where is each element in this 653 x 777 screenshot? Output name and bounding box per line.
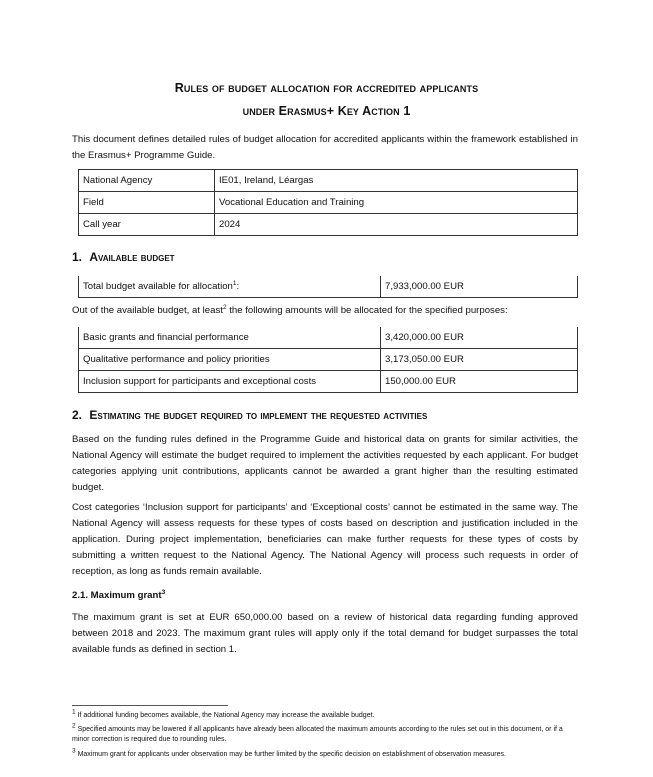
allocation-label: Qualitative performance and policy priorities (79, 349, 381, 371)
footnote-ref[interactable]: 3 (161, 588, 166, 596)
footnote: $^3$ Maximum grant for applicants under observation may be further limited by the specific decision on establishment of observation measures. (72, 747, 506, 758)
estimate-paragraph-1: Based on the funding rules defined in the Programme Guide and historical data on grants for similar activities, the National Agency will estimate the budget required to implement the activities requested by each applicant. For budget categories applying unit contributions, applicants cannot be awarded a grant higher than the resulting estimated budget. (72, 434, 578, 493)
estimate-paragraph-2: Cost categories ‘Inclusion support for participants’ and ‘Exceptional costs’ cannot be estimated in the same way. The National Agency will assess requests for these types of costs based on description and justification included in the application. During project implementation, beneficiaries can make further requests for these types of costs by submitting a written request to the National Agency. The National Agency will process such requests in order of reception, as long as funds remain available. (72, 502, 578, 577)
allocation-value: 150,000.00 EUR (381, 371, 578, 393)
total-budget-table (78, 276, 578, 298)
section-1-heading (72, 250, 175, 264)
footnote-divider (72, 705, 228, 706)
footnote-ref[interactable]: 1 (232, 279, 237, 287)
footnote: $^2$ Specified amounts may be lowered if all applicants have already been allocated the maximum amounts according to the rules set out in this document, or if a minor correction is required due to rounding rules. (72, 722, 563, 743)
footnote-mark: 2 (72, 722, 76, 730)
section-number: 1. (72, 250, 83, 264)
table-value: IE01, Ireland, Léargas (215, 170, 578, 192)
document-title-line-1: Rules of budget allocation for accredited applicants (174, 81, 479, 95)
table-row (79, 192, 578, 214)
table-key: National Agency (79, 170, 215, 192)
section-2-heading (72, 408, 427, 422)
footnote-mark: 1 (72, 708, 76, 716)
total-budget-label: Total budget available for allocation$^1$: (79, 276, 381, 298)
allocation-value: 3,173,050.00 EUR (381, 349, 578, 371)
table-value: Vocational Education and Training (215, 192, 578, 214)
allocation-label: Inclusion support for participants and exceptional costs (79, 371, 381, 393)
document-title-line-2: under Erasmus+ Key Action 1 (242, 104, 411, 118)
footnote-ref[interactable]: 2 (222, 303, 227, 311)
footnote: $^1$ If additional funding becomes available, the National Agency may increase the available budget. (72, 708, 375, 719)
table-row (79, 276, 578, 298)
section-title: Estimating the budget required to implement the requested activities (89, 408, 428, 422)
footnote-mark: 3 (72, 747, 76, 755)
agency-info-table (78, 169, 578, 236)
allocation-table (78, 327, 578, 393)
table-row (79, 214, 578, 236)
table-key: Call year (79, 214, 215, 236)
table-row (79, 349, 578, 371)
table-value: 2024 (215, 214, 578, 236)
table-key: Field (79, 192, 215, 214)
table-row (79, 170, 578, 192)
subsection-heading: 2.1. Maximum grant$^3$ (72, 588, 166, 601)
allocation-value: 3,420,000.00 EUR (381, 327, 578, 349)
section-title: Available budget (89, 250, 175, 264)
intro-paragraph: This document defines detailed rules of budget allocation for accredited applicants within the framework established in the Erasmus+ Programme Guide. (72, 134, 578, 161)
table-row (79, 371, 578, 393)
total-budget-value: 7,933,000.00 EUR (381, 276, 578, 298)
table-row (79, 327, 578, 349)
section-number: 2. (72, 408, 83, 422)
allocation-label: Basic grants and financial performance (79, 327, 381, 349)
allocation-intro: Out of the available budget, at least$^2$ the following amounts will be allocated for the specified purposes: (72, 303, 508, 316)
maximum-grant-paragraph: The maximum grant is set at EUR 650,000.00 based on a review of historical data regarding funding approved between 2018 and 2023. The maximum grant rules will apply only if the total demand for budget surpasses the total available funds as defined in section 1. (72, 612, 578, 655)
